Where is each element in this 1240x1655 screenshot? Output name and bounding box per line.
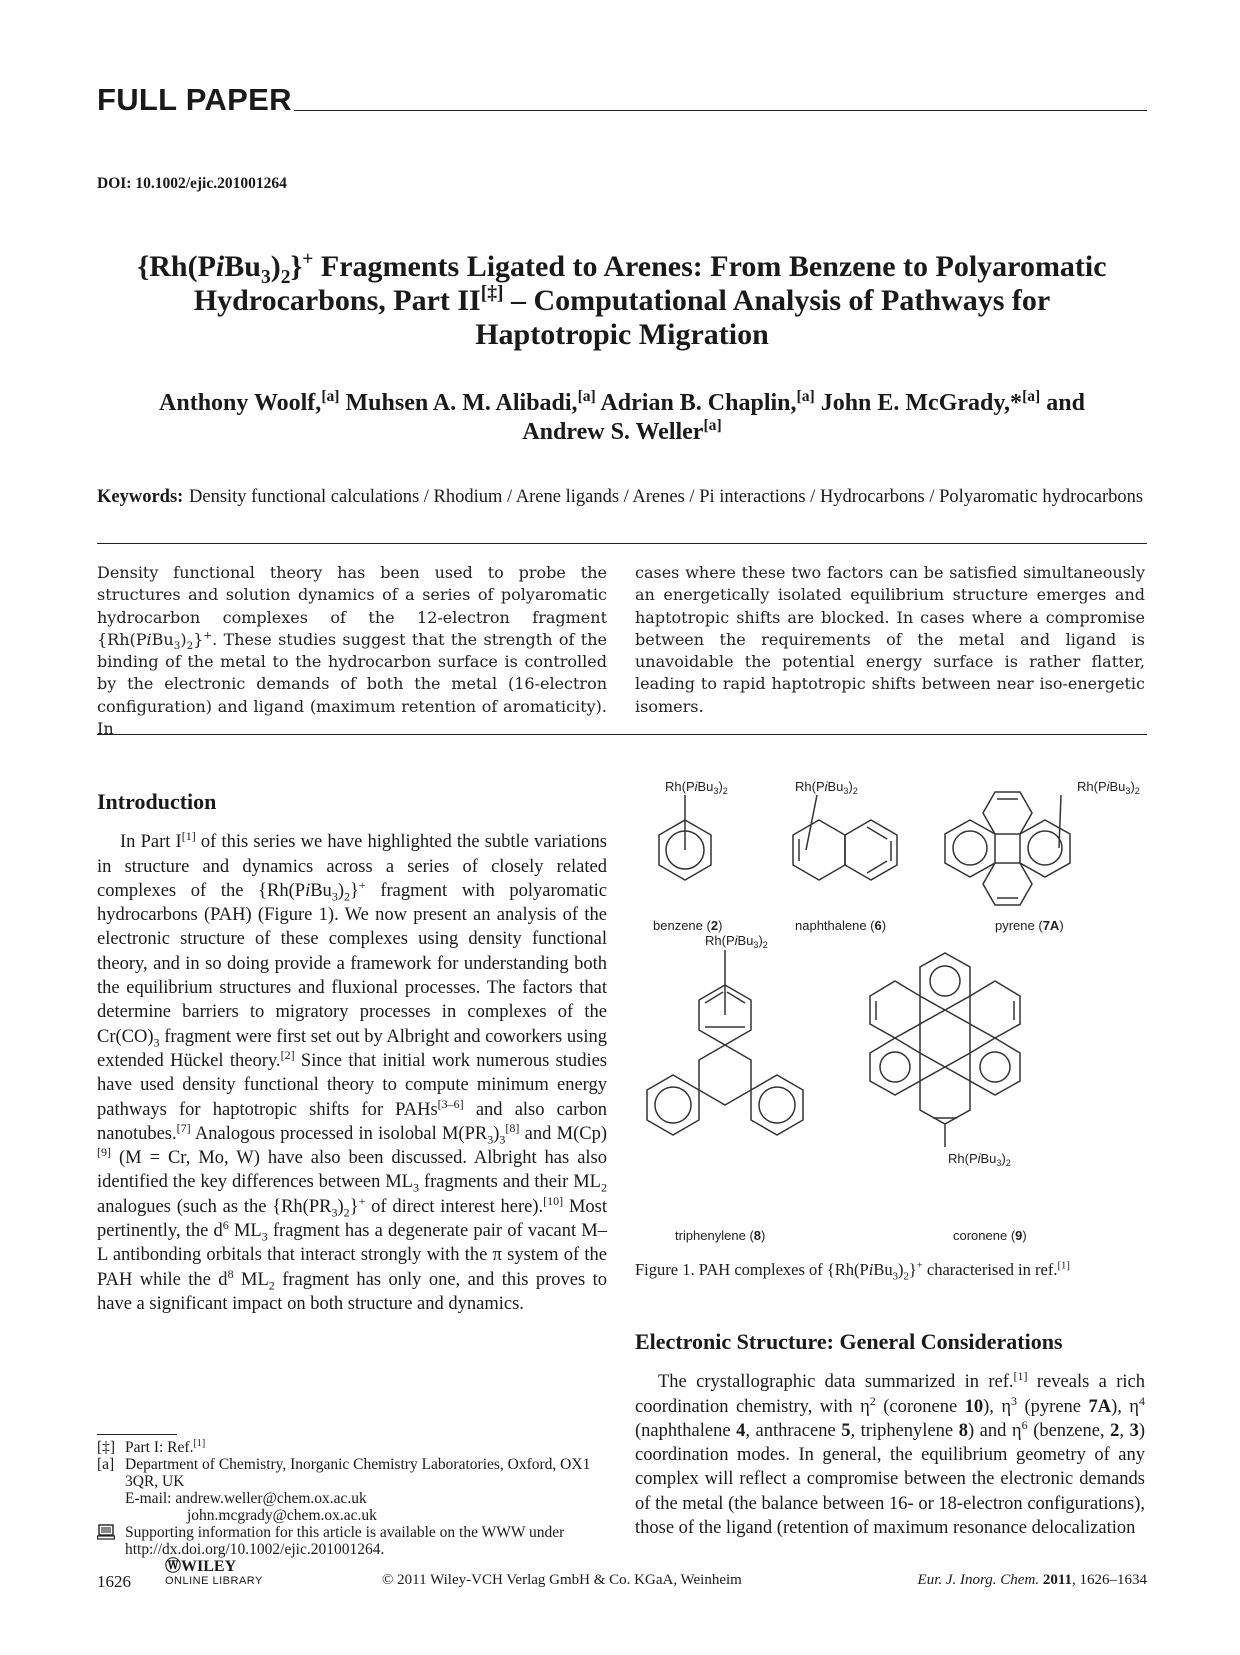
body-text: 2 [343, 1205, 350, 1220]
caption-pyrene: pyrene (7A) [995, 918, 1064, 933]
body-text: 2 [268, 1278, 275, 1293]
body-text: , triphenylene [850, 1420, 959, 1441]
reference-mark: [1] [1057, 1259, 1070, 1272]
body-text: of this series we have highlighted the subtle variations in structure and dynamics across a series of closely related complexes of the {Rh(P [97, 832, 607, 901]
body-text: 3 [261, 1229, 268, 1244]
title-part: i [215, 250, 225, 283]
abstract-text: 3 [173, 640, 181, 653]
footnote-rule [97, 1434, 177, 1435]
abstract-left [97, 562, 607, 740]
figure-caption [635, 1259, 1147, 1283]
page-footer [97, 1560, 1147, 1600]
body-text: 3 [153, 1035, 160, 1050]
wiley-wordmark: WILEY [181, 1558, 237, 1575]
title-part: } [290, 250, 303, 283]
introduction-paragraph [97, 830, 607, 1316]
compound-number: 5 [841, 1420, 851, 1441]
title-part: {Rh(P [137, 250, 216, 283]
keywords [97, 485, 1147, 510]
body-text: ) [337, 1196, 344, 1217]
abstract-text: . These studies suggest that the strength of the binding of the metal to the hydrocarbon surface is controlled by the electronic demands of both the metal (16-electron configuration) and ligand (maximum retention of aromaticity). In [97, 629, 607, 739]
title-part: Bu [224, 250, 261, 283]
caption-text: + [916, 1259, 923, 1272]
footnote-email[interactable]: E-mail: andrew.weller@chem.ox.ac.uk [125, 1490, 367, 1507]
body-text: fragment has only one, and this proves to have a significant impact on both structure and dynamics. [97, 1269, 608, 1314]
affiliation-mark: [a] [703, 417, 722, 434]
compound-number: 4 [736, 1420, 746, 1441]
abstract-text: 2 [186, 640, 194, 653]
body-text: The crystallographic data summarized in ref. [658, 1372, 1014, 1393]
body-text: analogues (such as the {Rh(PR [97, 1196, 332, 1217]
figure-1 [635, 775, 1147, 1250]
reference-mark: [1] [193, 1437, 206, 1449]
reference-mark: [2] [280, 1047, 295, 1062]
body-text: reveals a rich coordination chemistry, with η [635, 1372, 1145, 1417]
rh-label-pyrene: $Rh(PiBu_3)_2$ [1077, 779, 1140, 796]
abstract-text: } [193, 629, 204, 649]
body-text: 2 [344, 889, 351, 904]
copyright: © 2011 Wiley-VCH Verlag GmbH & Co. KGaA, Weinheim [382, 1572, 742, 1588]
body-text: Analogous processed in isolobal M(PR [190, 1123, 488, 1144]
body-text: ) and η [967, 1420, 1022, 1441]
body-text: 3 [499, 1132, 506, 1147]
body-text: 3 [1011, 1393, 1018, 1408]
title-part: [‡] [480, 283, 504, 304]
body-text: ), η [983, 1396, 1012, 1417]
author-conjunction: and [1046, 390, 1085, 416]
section-label: FULL PAPER [97, 82, 292, 117]
journal-name: Eur. J. Inorg. Chem. [917, 1572, 1040, 1588]
compound-number: 7A [1088, 1396, 1112, 1417]
electronic-structure-paragraph [635, 1370, 1145, 1540]
abstract-right: cases where these two factors can be satisfied simultaneously an energetically isolated equilibrium structure emerges and haptotropic shifts are blocked. In cases where a compromise between the requirements of the metal and ligand is unavoidable the potential energy surface is rather flatter, leading to rapid haptotropic shifts between near iso-energetic isomers. [635, 563, 1145, 716]
title-line-3: Haptotropic Migration [475, 318, 769, 351]
body-text: and also carbon nanotubes. [97, 1099, 607, 1144]
caption-coronene: coronene (9) [953, 1228, 1027, 1243]
footnotes [97, 1434, 607, 1558]
body-text: In Part I [120, 832, 182, 853]
keywords-label: Keywords: [97, 487, 184, 507]
article-title [97, 250, 1147, 352]
body-text: of direct interest here). [365, 1196, 544, 1217]
wiley-logo [165, 1560, 263, 1588]
body-text: 6 [1021, 1417, 1028, 1432]
electronic-structure-section [635, 1330, 1145, 1540]
naphthalene-structure [793, 795, 897, 880]
reference-mark: [10] [543, 1193, 564, 1208]
footnote-mark: [a] [97, 1456, 115, 1473]
introduction-heading: Introduction [97, 789, 217, 814]
body-text: ) [493, 1123, 500, 1144]
caption-triphenylene: triphenylene (8) [675, 1228, 766, 1243]
body-text: 3 [331, 889, 338, 904]
caption-text: Figure 1. PAH complexes of {Rh(P [635, 1260, 869, 1279]
header-rule [294, 110, 1147, 111]
body-text: (M = Cr, Mo, W) have also been discussed. Albright has also identified the key differences between ML [97, 1148, 607, 1193]
title-part: Hydrocarbons, Part II [193, 284, 481, 317]
wiley-icon: Ⓦ [165, 1558, 182, 1575]
computer-icon [97, 1524, 125, 1558]
affiliation-mark: [a] [321, 388, 340, 405]
body-text: 6 [222, 1217, 229, 1232]
rh-label-triphenylene: $Rh(PiBu_3)_2$ [705, 933, 768, 950]
title-part: ) [270, 250, 281, 283]
body-text: 2 [600, 1181, 607, 1196]
keywords-text: Density functional calculations / Rhodium / Arene ligands / Arenes / Pi interactions / Hydrocarbons / Polyaromatic hydrocarbons [189, 487, 1144, 507]
compound-number: 10 [964, 1396, 984, 1417]
body-text: , anthracene [745, 1420, 842, 1441]
introduction-section [97, 790, 607, 1316]
title-part: Fragments Ligated to Arenes: From Benzene to Polyaromatic [313, 250, 1107, 283]
abstract-text: ) [180, 629, 187, 649]
body-text: ), η [1111, 1396, 1139, 1417]
body-text: (benzene, [1027, 1420, 1111, 1441]
title-part: – Computational Analysis of Pathways for [503, 284, 1051, 317]
author: Anthony Woolf, [159, 390, 322, 416]
body-text: 2 [869, 1393, 876, 1408]
rh-label-naphthalene: $Rh(PiBu_3)_2$ [795, 779, 858, 796]
author: Andrew S. Weller [522, 419, 704, 445]
body-text: , [1119, 1420, 1130, 1441]
journal-pages: , 1626–1634 [1072, 1572, 1147, 1588]
abstract-bottom-rule [97, 734, 1147, 735]
body-text: 3 [412, 1181, 419, 1196]
reference-mark: [1] [1013, 1369, 1028, 1384]
abstract-text: i [146, 629, 152, 649]
supporting-information: Supporting information for this article is available on the WWW under http://dx.doi.org/10.1002/ejic.201001264. [125, 1524, 565, 1558]
title-part: + [302, 249, 314, 270]
caption-naphthalene: naphthalene (6) [795, 918, 887, 933]
body-text: ML [228, 1221, 262, 1242]
caption-text: i [868, 1260, 874, 1279]
section-header [97, 82, 1147, 118]
body-text: fragment has a degenerate pair of vacant M–L antibonding orbitals that interact strongly with the π system of the PAH while the d [97, 1221, 607, 1290]
body-text: + [358, 877, 366, 892]
compound-number: 8 [958, 1420, 968, 1441]
caption-text: ) [897, 1260, 904, 1279]
doi: DOI: 10.1002/ejic.201001264 [97, 175, 287, 192]
compound-number: 3 [1129, 1420, 1139, 1441]
footnote-text: Department of Chemistry, Inorganic Chemistry Laboratories, Oxford, OX1 3QR, UK [125, 1456, 591, 1490]
triphenylene-structure [647, 950, 803, 1135]
abstract-text: Density functional theory has been used to probe the structures and solution dynamics of a series of polyaromatic hydrocarbon complexes of the 12-electron fragment {Rh(P [97, 563, 607, 649]
author: Adrian B. Chaplin, [600, 390, 797, 416]
abstract-top-rule [97, 543, 1147, 544]
title-part: 2 [280, 267, 291, 288]
reference-mark: [8] [505, 1120, 520, 1135]
title-line-2 [97, 284, 1147, 318]
abstract-text: Bu [151, 629, 174, 649]
body-text: 3 [487, 1132, 494, 1147]
body-text: 3 [331, 1205, 338, 1220]
benzene-structure [659, 795, 711, 880]
footnote-text: Part I: Ref. [125, 1439, 194, 1456]
wiley-subtitle: ONLINE LIBRARY [165, 1575, 263, 1587]
body-text: fragments and their ML [419, 1172, 601, 1193]
caption-text: Bu [873, 1260, 893, 1279]
body-text: (naphthalene [635, 1420, 737, 1441]
reference-mark: [7] [176, 1120, 191, 1135]
body-text: } [350, 880, 359, 901]
footnote-email[interactable]: john.mcgrady@chem.ox.ac.uk [187, 1507, 377, 1524]
author-list [97, 389, 1147, 447]
title-line-1 [97, 249, 1147, 288]
title-part: 3 [260, 267, 271, 288]
body-text: Most pertinently, the d [97, 1196, 607, 1242]
caption-benzene: benzene (2) [653, 918, 723, 933]
pyrene-structure [945, 792, 1070, 905]
compound-number: 2 [1110, 1420, 1120, 1441]
rh-label-coronene: $Rh(PiBu_3)_2$ [948, 1151, 1011, 1168]
caption-text: 3 [892, 1270, 898, 1283]
rh-label-benzene: $Rh(PiBu_3)_2$ [665, 779, 728, 796]
caption-text: characterised in ref. [922, 1260, 1058, 1279]
author: Muhsen A. M. Alibadi, [345, 390, 578, 416]
journal-year: 2011 [1042, 1572, 1072, 1588]
body-text: (coronene [875, 1396, 965, 1417]
body-text: ) [337, 880, 344, 901]
body-text: (pyrene [1017, 1396, 1089, 1417]
body-text: ML [233, 1269, 269, 1290]
reference-mark: [1] [181, 829, 196, 844]
body-text: 8 [227, 1266, 234, 1281]
body-text: Since that initial work numerous studies have used density functional theory to compute minimum energy pathways for haptotropic shifts for PAHs [97, 1050, 607, 1120]
page-number: 1626 [97, 1572, 131, 1591]
abstract-text: + [203, 629, 213, 642]
author: John E. McGrady,* [820, 390, 1023, 416]
body-text: 4 [1138, 1393, 1145, 1408]
footnote-mark: [‡] [97, 1439, 116, 1456]
caption-text: 2 [903, 1270, 909, 1283]
body-text: Bu [310, 880, 332, 901]
affiliation-mark: [a] [796, 388, 815, 405]
body-text: } [349, 1196, 359, 1217]
electronic-structure-heading: Electronic Structure: General Considerations [635, 1329, 1063, 1354]
reference-mark: [3–6] [437, 1096, 464, 1111]
reference-mark: [9] [97, 1145, 112, 1159]
body-text: fragment were first set out by Albright and coworkers using extended Hückel theory. [97, 1026, 607, 1071]
body-text: fragment with polyaromatic hydrocarbons (PAH) (Figure 1). We now present an analysis of the electronic structure of these complexes using density functional theory, and in so doing provide a framework for understanding both the equilibrium structures and fluxional processes. The factors that determine barriers to migratory processes in complexes of the Cr(CO) [97, 880, 607, 1047]
caption-text: } [908, 1260, 917, 1279]
coronene-structure [870, 953, 1020, 1147]
affiliation-mark: [a] [577, 388, 596, 405]
affiliation-mark: [a] [1022, 388, 1041, 405]
body-text: ) coordination modes. In general, the equilibrium geometry of any complex will reflect a compromise between the electronic demands of the metal (the balance between 16- or 18-electron configurations), those of the ligand (retention of maximum resonance delocalization [635, 1420, 1145, 1539]
journal-citation [918, 1572, 1147, 1589]
body-text: and M(Cp) [519, 1123, 607, 1144]
body-text: i [305, 880, 311, 901]
body-text: + [358, 1193, 366, 1208]
